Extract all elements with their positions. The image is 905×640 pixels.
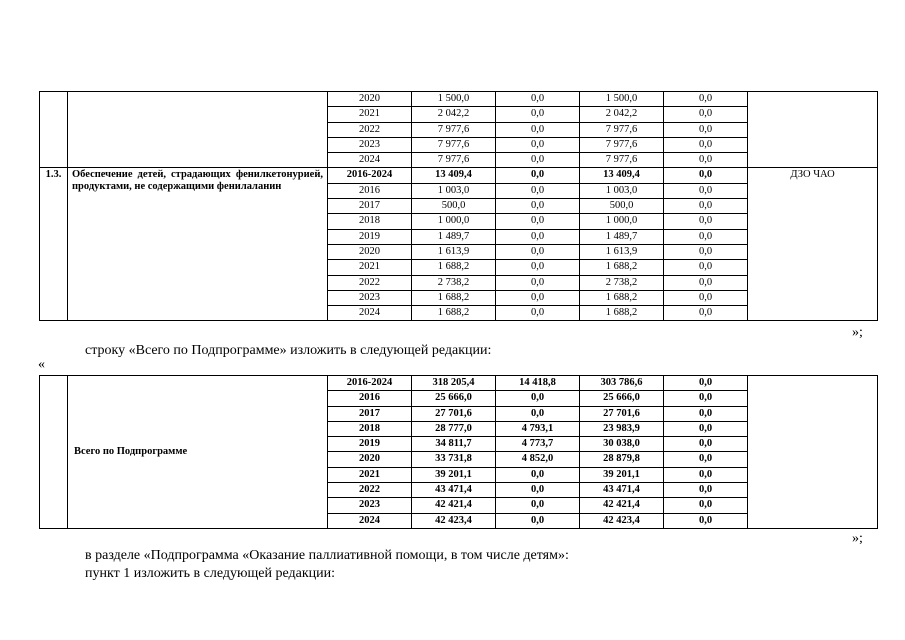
total-value-cell: 13 409,4 xyxy=(412,168,496,183)
year-cell: 2023 xyxy=(328,498,412,513)
other-value-cell: 0,0 xyxy=(664,406,748,421)
federal-value-cell: 0,0 xyxy=(496,483,580,498)
total-value-cell: 25 666,0 xyxy=(412,391,496,406)
other-value-cell: 0,0 xyxy=(664,306,748,321)
other-value-cell: 0,0 xyxy=(664,260,748,275)
other-value-cell: 0,0 xyxy=(664,122,748,137)
year-cell: 2019 xyxy=(328,229,412,244)
federal-value-cell: 0,0 xyxy=(496,391,580,406)
index-cell: 1.3. xyxy=(40,168,68,321)
federal-value-cell: 0,0 xyxy=(496,229,580,244)
regional-value-cell: 1 500,0 xyxy=(580,92,664,107)
regional-value-cell: 1 489,7 xyxy=(580,229,664,244)
federal-value-cell: 0,0 xyxy=(496,92,580,107)
other-value-cell: 0,0 xyxy=(664,137,748,152)
total-value-cell: 7 977,6 xyxy=(412,153,496,168)
total-value-cell: 1 489,7 xyxy=(412,229,496,244)
regional-value-cell: 1 003,0 xyxy=(580,183,664,198)
total-value-cell: 1 500,0 xyxy=(412,92,496,107)
year-cell: 2020 xyxy=(328,244,412,259)
federal-value-cell: 0,0 xyxy=(496,306,580,321)
year-cell: 2016 xyxy=(328,183,412,198)
regional-value-cell: 1 613,9 xyxy=(580,244,664,259)
total-value-cell: 1 613,9 xyxy=(412,244,496,259)
year-cell: 2023 xyxy=(328,137,412,152)
total-value-cell: 1 688,2 xyxy=(412,260,496,275)
federal-value-cell: 0,0 xyxy=(496,275,580,290)
total-value-cell: 318 205,4 xyxy=(412,376,496,391)
federal-value-cell: 0,0 xyxy=(496,122,580,137)
total-value-cell: 7 977,6 xyxy=(412,122,496,137)
executor-cell: ДЗО ЧАО xyxy=(748,168,878,321)
total-value-cell: 1 688,2 xyxy=(412,290,496,305)
description-cell xyxy=(68,92,328,168)
year-cell: 2016-2024 xyxy=(328,376,412,391)
paragraph-section: в разделе «Подпрограмма «Оказание паллиативной помощи, в том числе детям»: xyxy=(85,548,569,563)
year-cell: 2021 xyxy=(328,260,412,275)
other-value-cell: 0,0 xyxy=(664,483,748,498)
regional-value-cell: 23 983,9 xyxy=(580,421,664,436)
federal-value-cell: 0,0 xyxy=(496,168,580,183)
regional-value-cell: 1 000,0 xyxy=(580,214,664,229)
regional-value-cell: 2 042,2 xyxy=(580,107,664,122)
year-cell: 2016 xyxy=(328,391,412,406)
other-value-cell: 0,0 xyxy=(664,421,748,436)
total-value-cell: 1 688,2 xyxy=(412,306,496,321)
other-value-cell: 0,0 xyxy=(664,437,748,452)
year-cell: 2017 xyxy=(328,406,412,421)
federal-value-cell: 0,0 xyxy=(496,260,580,275)
table-row xyxy=(40,92,878,107)
federal-value-cell: 0,0 xyxy=(496,244,580,259)
regional-value-cell: 42 421,4 xyxy=(580,498,664,513)
federal-value-cell: 0,0 xyxy=(496,183,580,198)
federal-value-cell: 0,0 xyxy=(496,467,580,482)
paragraph-total-row: строку «Всего по Подпрограмме» изложить в следующей редакции: xyxy=(85,343,492,358)
total-value-cell: 42 423,4 xyxy=(412,513,496,528)
year-cell: 2020 xyxy=(328,92,412,107)
year-cell: 2018 xyxy=(328,421,412,436)
other-value-cell: 0,0 xyxy=(664,244,748,259)
paragraph-point: пункт 1 изложить в следующей редакции: xyxy=(85,566,335,581)
other-value-cell: 0,0 xyxy=(664,498,748,513)
federal-value-cell: 0,0 xyxy=(496,199,580,214)
federal-value-cell: 0,0 xyxy=(496,153,580,168)
year-cell: 2018 xyxy=(328,214,412,229)
other-value-cell: 0,0 xyxy=(664,199,748,214)
program-table xyxy=(39,91,878,321)
other-value-cell: 0,0 xyxy=(664,290,748,305)
close-quote-2: »; xyxy=(852,531,863,546)
year-cell: 2021 xyxy=(328,467,412,482)
table-row xyxy=(40,376,878,391)
regional-value-cell: 25 666,0 xyxy=(580,391,664,406)
regional-value-cell: 42 423,4 xyxy=(580,513,664,528)
executor-cell xyxy=(748,376,878,529)
regional-value-cell: 2 738,2 xyxy=(580,275,664,290)
other-value-cell: 0,0 xyxy=(664,452,748,467)
table-row xyxy=(40,168,878,183)
index-cell xyxy=(40,92,68,168)
year-cell: 2021 xyxy=(328,107,412,122)
year-cell: 2024 xyxy=(328,513,412,528)
other-value-cell: 0,0 xyxy=(664,168,748,183)
year-cell: 2019 xyxy=(328,437,412,452)
year-cell: 2017 xyxy=(328,199,412,214)
executor-cell xyxy=(748,92,878,168)
regional-value-cell: 500,0 xyxy=(580,199,664,214)
close-quote-1: »; xyxy=(852,325,863,340)
other-value-cell: 0,0 xyxy=(664,229,748,244)
year-cell: 2022 xyxy=(328,275,412,290)
other-value-cell: 0,0 xyxy=(664,214,748,229)
total-value-cell: 27 701,6 xyxy=(412,406,496,421)
regional-value-cell: 7 977,6 xyxy=(580,137,664,152)
federal-value-cell: 0,0 xyxy=(496,290,580,305)
index-cell xyxy=(40,376,68,529)
federal-value-cell: 4 852,0 xyxy=(496,452,580,467)
regional-value-cell: 28 879,8 xyxy=(580,452,664,467)
total-value-cell: 34 811,7 xyxy=(412,437,496,452)
year-cell: 2024 xyxy=(328,153,412,168)
regional-value-cell: 303 786,6 xyxy=(580,376,664,391)
regional-value-cell: 27 701,6 xyxy=(580,406,664,421)
federal-value-cell: 14 418,8 xyxy=(496,376,580,391)
regional-value-cell: 1 688,2 xyxy=(580,306,664,321)
total-value-cell: 33 731,8 xyxy=(412,452,496,467)
total-value-cell: 39 201,1 xyxy=(412,467,496,482)
regional-value-cell: 30 038,0 xyxy=(580,437,664,452)
open-quote: « xyxy=(38,357,45,372)
year-cell: 2016-2024 xyxy=(328,168,412,183)
total-value-cell: 500,0 xyxy=(412,199,496,214)
federal-value-cell: 0,0 xyxy=(496,498,580,513)
total-value-cell: 2 042,2 xyxy=(412,107,496,122)
regional-value-cell: 39 201,1 xyxy=(580,467,664,482)
total-value-cell: 1 003,0 xyxy=(412,183,496,198)
regional-value-cell: 43 471,4 xyxy=(580,483,664,498)
federal-value-cell: 0,0 xyxy=(496,406,580,421)
regional-value-cell: 13 409,4 xyxy=(580,168,664,183)
federal-value-cell: 0,0 xyxy=(496,513,580,528)
total-value-cell: 28 777,0 xyxy=(412,421,496,436)
total-label-cell: Всего по Подпрограмме xyxy=(68,376,328,529)
total-value-cell: 7 977,6 xyxy=(412,137,496,152)
year-cell: 2022 xyxy=(328,122,412,137)
other-value-cell: 0,0 xyxy=(664,391,748,406)
regional-value-cell: 1 688,2 xyxy=(580,290,664,305)
other-value-cell: 0,0 xyxy=(664,467,748,482)
regional-value-cell: 1 688,2 xyxy=(580,260,664,275)
other-value-cell: 0,0 xyxy=(664,183,748,198)
other-value-cell: 0,0 xyxy=(664,275,748,290)
other-value-cell: 0,0 xyxy=(664,513,748,528)
federal-value-cell: 0,0 xyxy=(496,214,580,229)
year-cell: 2022 xyxy=(328,483,412,498)
federal-value-cell: 0,0 xyxy=(496,137,580,152)
regional-value-cell: 7 977,6 xyxy=(580,122,664,137)
regional-value-cell: 7 977,6 xyxy=(580,153,664,168)
year-cell: 2024 xyxy=(328,306,412,321)
other-value-cell: 0,0 xyxy=(664,376,748,391)
federal-value-cell: 0,0 xyxy=(496,107,580,122)
total-table xyxy=(39,375,878,529)
other-value-cell: 0,0 xyxy=(664,92,748,107)
total-value-cell: 2 738,2 xyxy=(412,275,496,290)
federal-value-cell: 4 793,1 xyxy=(496,421,580,436)
description-cell: Обеспечение детей, страдающих фенилкетонурией, продуктами, не содержащими фенилаланин xyxy=(68,168,328,321)
other-value-cell: 0,0 xyxy=(664,153,748,168)
federal-value-cell: 4 773,7 xyxy=(496,437,580,452)
other-value-cell: 0,0 xyxy=(664,107,748,122)
year-cell: 2020 xyxy=(328,452,412,467)
total-value-cell: 1 000,0 xyxy=(412,214,496,229)
total-value-cell: 43 471,4 xyxy=(412,483,496,498)
total-value-cell: 42 421,4 xyxy=(412,498,496,513)
year-cell: 2023 xyxy=(328,290,412,305)
